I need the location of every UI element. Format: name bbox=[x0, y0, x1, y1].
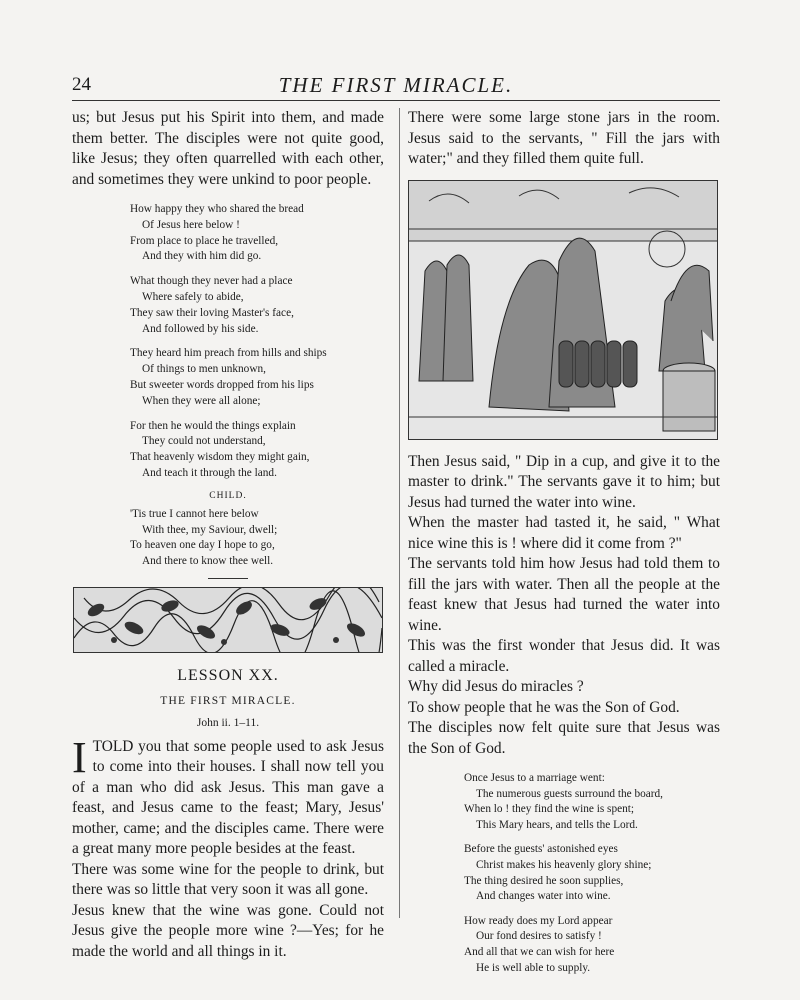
lesson-subtitle: THE FIRST MIRACLE. bbox=[160, 694, 296, 707]
poem-line: And all that we can wish for here bbox=[464, 945, 615, 958]
poem-stanza bbox=[130, 419, 384, 482]
story-question: Why did Jesus do miracles ? bbox=[408, 678, 584, 695]
engraving-image bbox=[409, 181, 717, 439]
poem-stanza bbox=[464, 914, 720, 976]
lesson-title: LESSON XX. bbox=[177, 666, 279, 684]
poem-line: And there to know thee well. bbox=[142, 555, 274, 568]
wedding-feast-illustration bbox=[408, 180, 718, 440]
story-paragraph: The servants told him how Jesus had told them to fill the jars with water. Then all the people at the feast knew that Jesus had turned the water into wine. bbox=[408, 555, 720, 634]
running-title: THE FIRST MIRACLE. bbox=[278, 73, 514, 97]
poem-stanza bbox=[130, 274, 384, 337]
poem-line: When they were all alone; bbox=[142, 394, 261, 407]
poem-marriage bbox=[464, 771, 720, 976]
poem-line: For then he would the things explain bbox=[130, 419, 296, 432]
poem-stanza bbox=[130, 346, 384, 409]
lesson-paragraph: Jesus knew that the wine was gone. Could not Jesus give the people more wine ?—Yes; for he made the world and all things in it. bbox=[72, 901, 384, 960]
poem-line: They could not understand, bbox=[142, 435, 266, 448]
poem-line: From place to place he travelled, bbox=[130, 234, 279, 247]
poem-line: And followed by his side. bbox=[142, 322, 259, 335]
story-paragraph: Then Jesus said, " Dip in a cup, and give it to the master to drink." The servants gave it to him; but Jesus had turned the water into wine. bbox=[408, 452, 720, 511]
poem-line: 'Tis true I cannot here below bbox=[130, 507, 259, 520]
poem-line: How ready does my Lord appear bbox=[464, 914, 613, 927]
story-paragraph: This was the first wonder that Jesus did. It was called a miracle. bbox=[408, 637, 720, 675]
poem-line: With thee, my Saviour, dwell; bbox=[142, 523, 278, 536]
child-label: CHILD. bbox=[209, 490, 247, 501]
story-paragraph: The disciples now felt quite sure that Jesus was the Son of God. bbox=[408, 719, 720, 757]
poem-line: Christ makes his heavenly glory shine; bbox=[476, 858, 652, 871]
poem-line: That heavenly wisdom they might gain, bbox=[130, 451, 310, 464]
left-column bbox=[72, 108, 384, 962]
poem-line: And changes water into wine. bbox=[476, 890, 611, 903]
poem-line: Of things to men unknown, bbox=[142, 363, 266, 376]
section-rule bbox=[208, 578, 248, 579]
poem-line: Of Jesus here below ! bbox=[142, 218, 240, 231]
page-number: 24 bbox=[72, 74, 91, 95]
poem-line: What though they never had a place bbox=[130, 275, 293, 288]
poem-line: Once Jesus to a marriage went: bbox=[464, 772, 605, 784]
poem-line: They saw their loving Master's face, bbox=[130, 306, 294, 319]
poem-line: The thing desired he soon supplies, bbox=[464, 874, 624, 887]
foliage-engraving bbox=[74, 588, 382, 652]
poem-stanza bbox=[130, 202, 384, 265]
poem-line: But sweeter words dropped from his lips bbox=[130, 378, 314, 391]
drop-cap: I bbox=[72, 732, 87, 782]
story-paragraph: There were some large stone jars in the room. Jesus said to the servants, " Fill the jars with water;" and they filled them quite full. bbox=[408, 109, 720, 167]
poem-line: They heard him preach from hills and ships bbox=[130, 347, 327, 360]
column-divider bbox=[399, 108, 400, 918]
poem-stanza bbox=[464, 771, 720, 833]
lesson-paragraph: There was some wine for the people to drink, but there was so little that very soon it was all gone. bbox=[72, 860, 384, 899]
scripture-reference: John ii. 1–11. bbox=[196, 716, 260, 729]
poem-line: How happy they who shared the bread bbox=[130, 203, 304, 215]
poem-line: Before the guests' astonished eyes bbox=[464, 843, 618, 856]
poem-line: And teach it through the land. bbox=[142, 466, 277, 479]
right-column bbox=[408, 108, 720, 985]
story-answer: To show people that he was the Son of God. bbox=[408, 698, 680, 716]
intro-paragraph: us; but Jesus put his Spirit into them, and made them better. The disciples were not quite good, like Jesus; they often quarrelled with each other, and sometimes they were unkind to poor people. bbox=[72, 109, 384, 188]
poem-line: Our fond desires to satisfy ! bbox=[476, 930, 602, 943]
lesson-paragraph bbox=[72, 732, 384, 860]
poem-line: And they with him did go. bbox=[142, 250, 262, 263]
poem-line: He is well able to supply. bbox=[476, 961, 591, 974]
poem-line: Where safely to abide, bbox=[142, 290, 244, 303]
lesson-paragraph-text: TOLD you that some people used to ask Jesus to come into their houses. I shall now tell you of a man who did ask Jesus. This man gave a feast, and Jesus came to the feast; Mary, Jesus' mother, came; and the disciples came. There were a great many more people besides at the feast. bbox=[72, 737, 384, 858]
poem-disciples bbox=[130, 202, 384, 482]
child-poem bbox=[130, 507, 384, 570]
foliage-ornament-banner bbox=[73, 587, 383, 653]
story-paragraph: When the master had tasted it, he said, " What nice wine this is ! where did it come from ?" bbox=[408, 514, 720, 552]
poem-line: When lo ! they find the wine is spent; bbox=[464, 803, 635, 816]
page-header bbox=[72, 70, 720, 101]
poem-line: This Mary hears, and tells the Lord. bbox=[476, 818, 638, 831]
poem-stanza bbox=[464, 842, 720, 904]
poem-line: To heaven one day I hope to go, bbox=[130, 539, 275, 552]
poem-line: The numerous guests surround the board, bbox=[476, 787, 663, 800]
